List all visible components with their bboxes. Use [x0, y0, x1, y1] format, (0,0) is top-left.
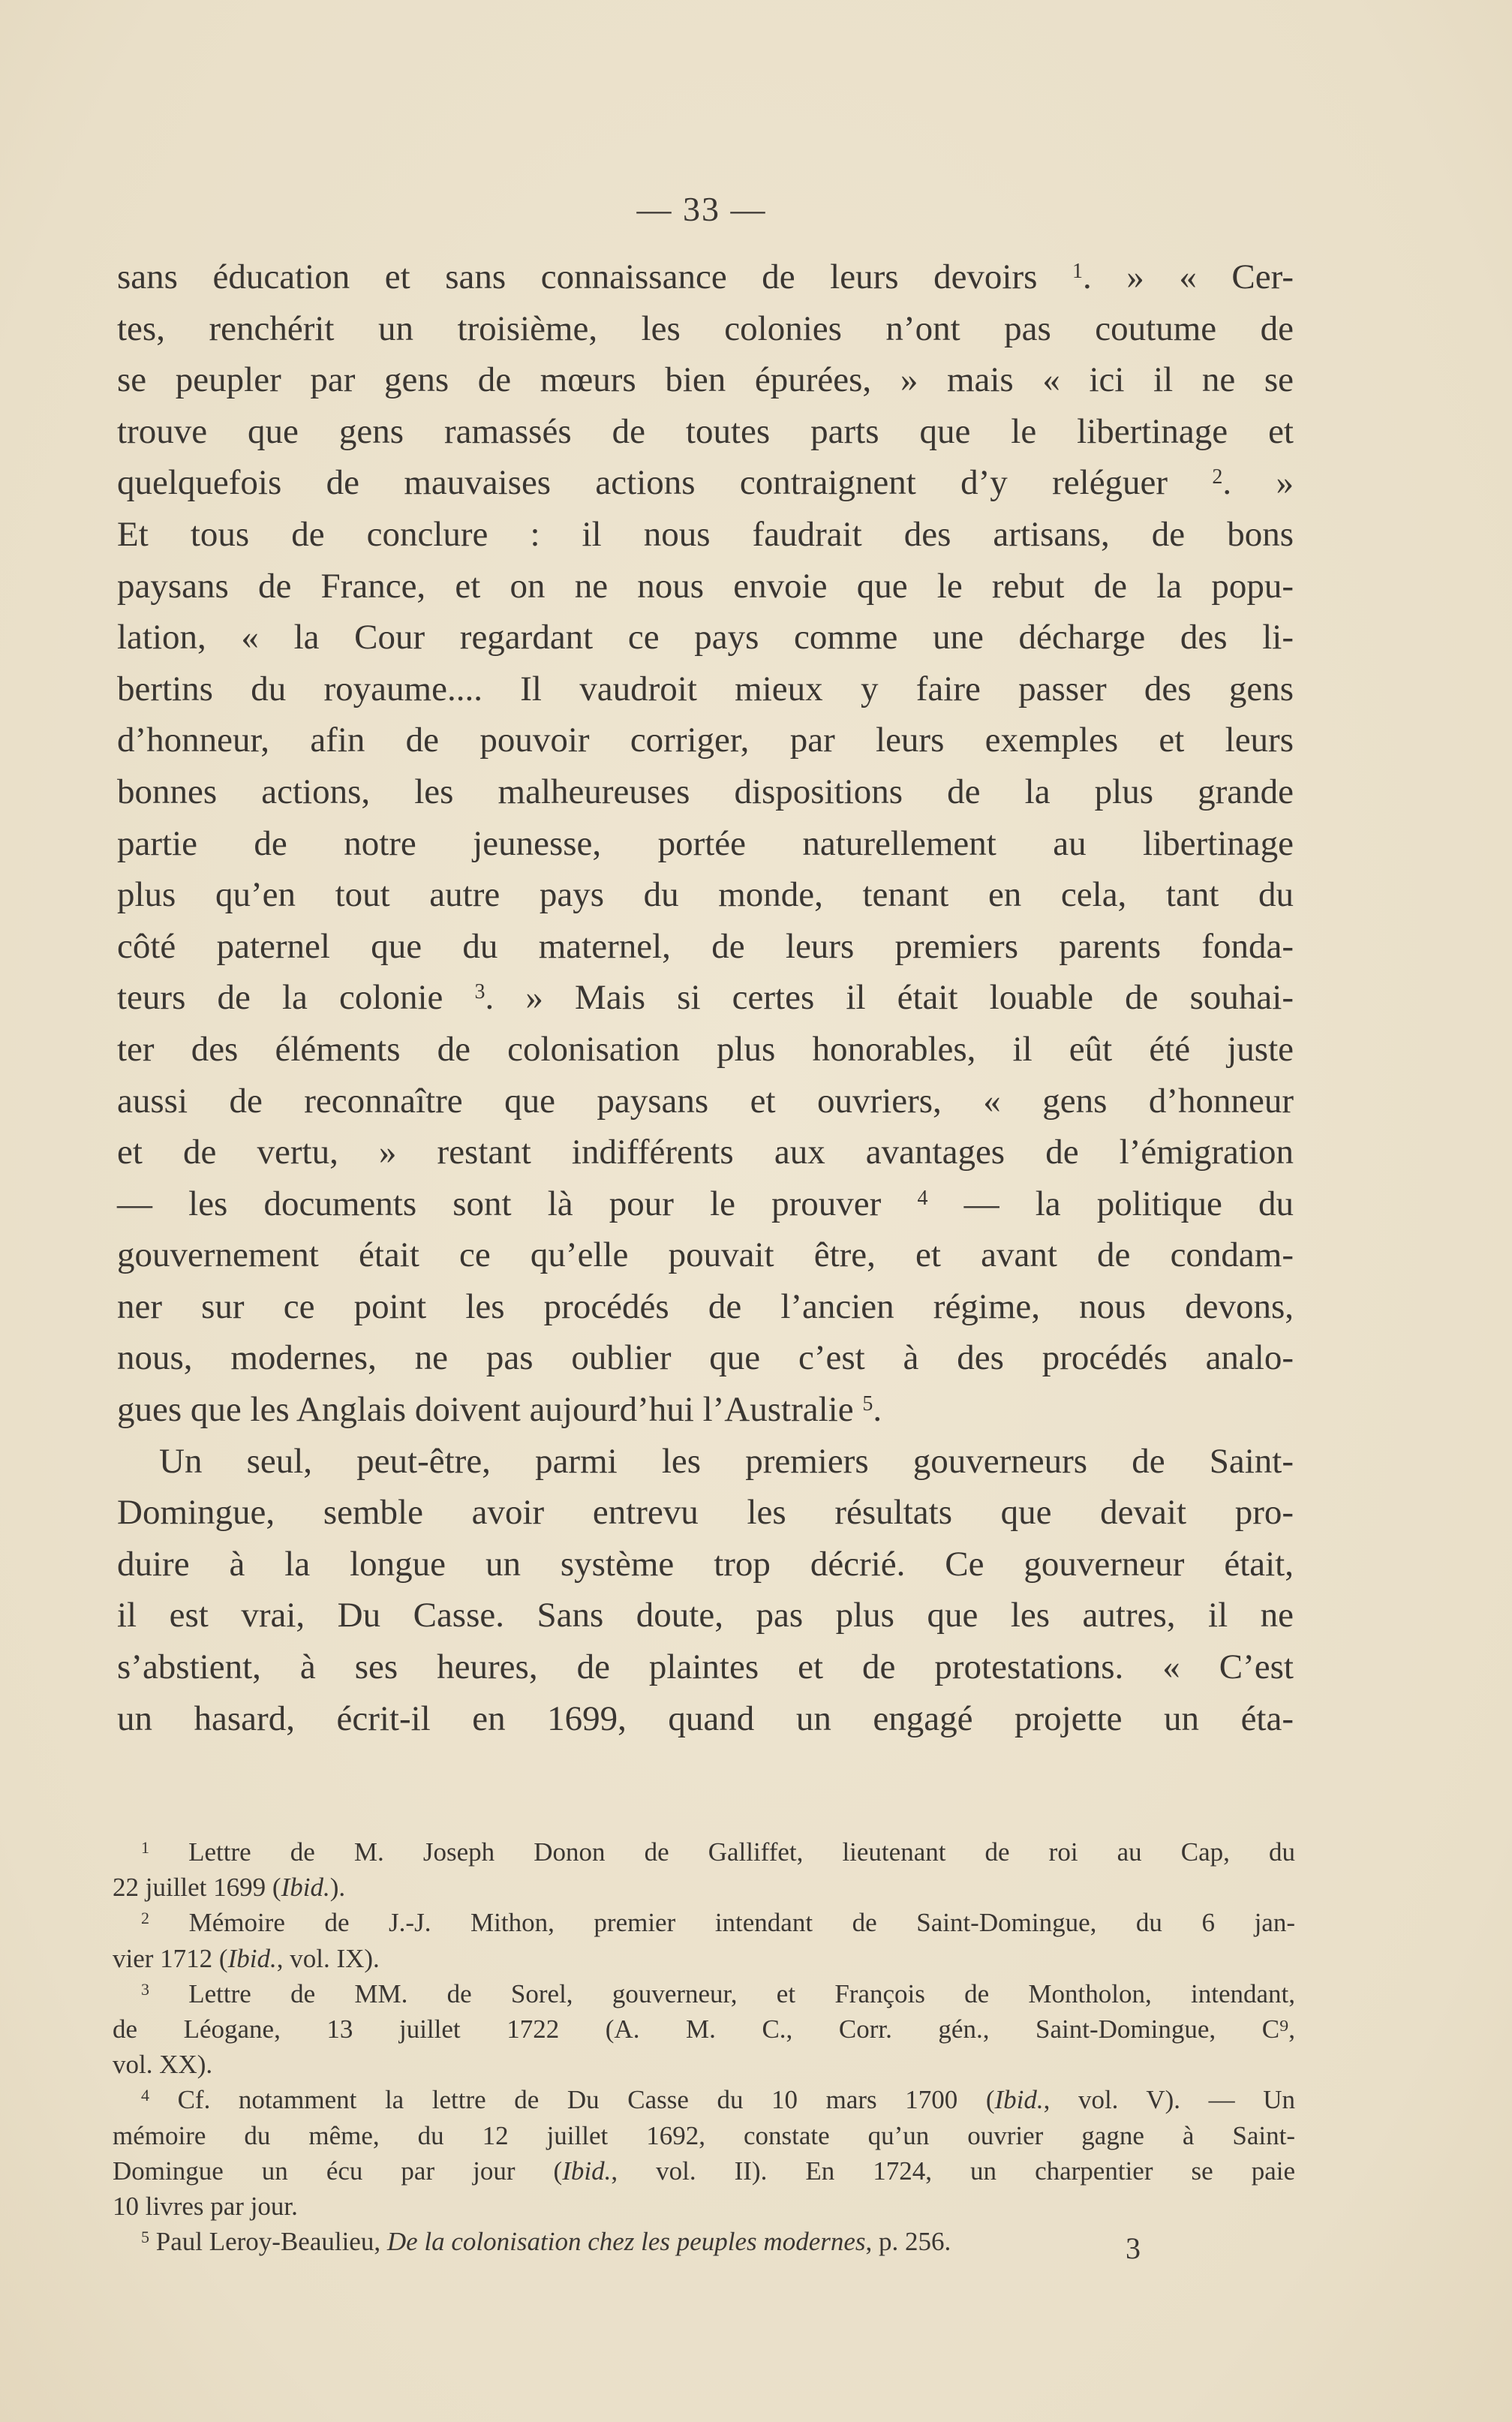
body-line: [117, 1590, 1294, 1641]
text-run: Cf. notamment la lettre de Du Casse du 10 mars 1700 (: [149, 2085, 995, 2115]
text-run: Lettre de M. Joseph Donon de Galliffet, lieutenant de roi au Cap, du: [149, 1837, 1295, 1867]
text-run: , vol. V). — Un: [1043, 2085, 1295, 2115]
text-run: vol. XX).: [113, 2050, 213, 2080]
footnote-line: [113, 2224, 1295, 2259]
body-line: [117, 251, 1294, 303]
text-run: gouvernement était ce qu’elle pouvait être, et avant de condam-: [117, 1235, 1294, 1275]
text-run: quelquefois de mauvaises actions contraignent d’y reléguer: [117, 463, 1213, 503]
footnote-line: [113, 2118, 1295, 2153]
text-run: Mémoire de J.-J. Mithon, premier intendant de Saint-Domingue, du 6 jan-: [149, 1908, 1295, 1938]
text-run: partie de notre jeunesse, portée naturellement au libertinage: [117, 823, 1294, 863]
text-run: 22 juillet 1699 (: [113, 1873, 281, 1903]
footnote-marker: 2: [1212, 465, 1223, 489]
text-run: . » Mais si certes il était louable de souhai-: [485, 978, 1294, 1018]
footnote-marker: 2: [141, 1909, 149, 1928]
text-run: duire à la longue un système trop décrié. Ce gouverneur était,: [117, 1544, 1294, 1584]
text-run: lation, « la Cour regardant ce pays comme une décharge des li-: [117, 618, 1294, 657]
footnote-line: [113, 2047, 1295, 2082]
text-run: sans éducation et sans connaissance de leurs devoirs: [117, 257, 1072, 296]
text-run: teurs de la colonie: [117, 978, 475, 1018]
footnote-line: [113, 1976, 1295, 2011]
body-line: [117, 1076, 1294, 1127]
text-run: s’abstient, à ses heures, de plaintes et de protestations. « C’est: [117, 1647, 1294, 1687]
text-run: il est vrai, Du Casse. Sans doute, pas plus que les autres, il ne: [117, 1596, 1294, 1635]
text-run: Ibid.: [562, 2156, 612, 2186]
footnote-line: [113, 2189, 1295, 2224]
body-line: [117, 1693, 1294, 1745]
body-line: [117, 406, 1294, 458]
body-line: [117, 1539, 1294, 1590]
text-run: et de vertu, » restant indifférents aux avantages de l’émigration: [117, 1133, 1294, 1172]
text-run: , vol. II). En 1724, un charpentier se paie: [611, 2156, 1295, 2186]
text-run: Ibid.: [281, 1873, 330, 1903]
text-run: Un seul, peut-être, parmi les premiers gouverneurs de Saint-: [159, 1441, 1294, 1481]
text-run: aussi de reconnaître que paysans et ouvriers, « gens d’honneur: [117, 1081, 1294, 1121]
body-line: [117, 1281, 1294, 1333]
text-run: .: [873, 1390, 882, 1430]
footnote-line: [113, 1834, 1295, 1870]
text-run: , vol. IX).: [276, 1943, 380, 1973]
body-line: [117, 1487, 1294, 1539]
body-line: [117, 1384, 1294, 1436]
footnotes: [113, 1834, 1295, 2259]
footnote-marker: 5: [862, 1392, 873, 1416]
text-run: Paul Leroy-Beaulieu,: [149, 2227, 387, 2257]
body-line: [117, 1024, 1294, 1076]
text-run: De la colonisation chez les peuples modernes: [386, 2227, 866, 2257]
text-run: mémoire du même, du 12 juillet 1692, constate qu’un ouvrier gagne à Saint-: [113, 2120, 1295, 2150]
body-line: [117, 612, 1294, 663]
body-line: [117, 1641, 1294, 1693]
footnote-line: [113, 1870, 1295, 1905]
body-line: [117, 1178, 1294, 1230]
text-run: gues que les Anglais doivent aujourd’hui l’Australie: [117, 1390, 863, 1430]
body-line: [117, 457, 1294, 509]
text-run: . »: [1222, 463, 1294, 503]
text-run: Lettre de MM. de Sorel, gouverneur, et François de Montholon, intendant,: [149, 1978, 1295, 2008]
body-line: [117, 1332, 1294, 1384]
body-line: [117, 303, 1294, 355]
footnote-marker: 5: [141, 2228, 149, 2247]
text-run: bonnes actions, les malheureuses dispositions de la plus grande: [117, 772, 1294, 811]
text-run: Domingue un écu par jour (: [113, 2156, 563, 2186]
footnote-marker: 1: [141, 1838, 149, 1857]
footnote-marker: 4: [141, 2086, 149, 2105]
text-run: se peupler par gens de mœurs bien épurées, » mais « ici il ne se: [117, 360, 1294, 400]
text-run: d’honneur, afin de pouvoir corriger, par leurs exemples et leurs: [117, 721, 1294, 760]
text-run: tes, renchérit un troisième, les colonies n’ont pas coutume de: [117, 308, 1294, 348]
text-run: ter des éléments de colonisation plus honorables, il eût été juste: [117, 1029, 1294, 1069]
footnote-line: [113, 2011, 1295, 2047]
body-line: [117, 509, 1294, 561]
text-run: nous, modernes, ne pas oublier que c’est à des procédés analo-: [117, 1338, 1294, 1378]
text-run: , p. 256.: [865, 2227, 951, 2257]
body-line: [117, 766, 1294, 818]
footnote-line: [113, 2082, 1295, 2117]
body-line: [117, 561, 1294, 612]
text-run: Et tous de conclure : il nous faudrait des artisans, de bons: [117, 514, 1294, 554]
body-line: [117, 818, 1294, 870]
body-line: [117, 869, 1294, 921]
body-line: [117, 1436, 1294, 1488]
footnote-marker: 3: [141, 1979, 149, 1999]
body-line: [117, 354, 1294, 406]
body-line: [117, 1127, 1294, 1178]
footnote-marker: 4: [917, 1186, 928, 1210]
text-run: vier 1712 (: [113, 1943, 228, 1973]
text-run: ).: [329, 1873, 346, 1903]
text-run: — les documents sont là pour le prouver: [117, 1184, 918, 1223]
body-line: [117, 972, 1294, 1024]
text-run: plus qu’en tout autre pays du monde, tenant en cela, tant du: [117, 875, 1294, 915]
body-line: [117, 921, 1294, 973]
body-line: [117, 663, 1294, 715]
signature-mark: 3: [1126, 2231, 1141, 2265]
footnote-line: [113, 1941, 1295, 1976]
text-run: Ibid.: [227, 1943, 277, 1973]
text-run: . » « Cer-: [1083, 257, 1294, 296]
page-number-header: — 33 —: [636, 190, 767, 228]
text-run: trouve que gens ramassés de toutes parts que le libertinage et: [117, 411, 1294, 451]
text-run: Ibid.: [994, 2085, 1044, 2115]
footnote-marker: 3: [474, 980, 485, 1004]
text-run: — la politique du: [927, 1184, 1294, 1223]
text-run: Domingue, semble avoir entrevu les résultats que devait pro-: [117, 1493, 1294, 1533]
text-run: de Léogane, 13 juillet 1722 (A. M. C., Corr. gén., Saint-Domingue, C⁹,: [113, 2014, 1295, 2044]
text-run: ner sur ce point les procédés de l’ancien régime, nous devons,: [117, 1286, 1294, 1326]
footnote-line: [113, 2153, 1295, 2189]
text-run: côté paternel que du maternel, de leurs premiers parents fonda-: [117, 926, 1294, 966]
body-text: [117, 251, 1294, 1744]
text-run: un hasard, écrit-il en 1699, quand un engagé projette un éta-: [117, 1698, 1294, 1738]
text-run: 10 livres par jour.: [113, 2191, 298, 2221]
footnote-line: [113, 1905, 1295, 1940]
text-run: bertins du royaume.... Il vaudroit mieux y faire passer des gens: [117, 669, 1294, 709]
body-line: [117, 1229, 1294, 1281]
footnote-marker: 1: [1072, 260, 1083, 283]
text-run: paysans de France, et on ne nous envoie que le rebut de la popu-: [117, 566, 1294, 606]
body-line: [117, 715, 1294, 766]
